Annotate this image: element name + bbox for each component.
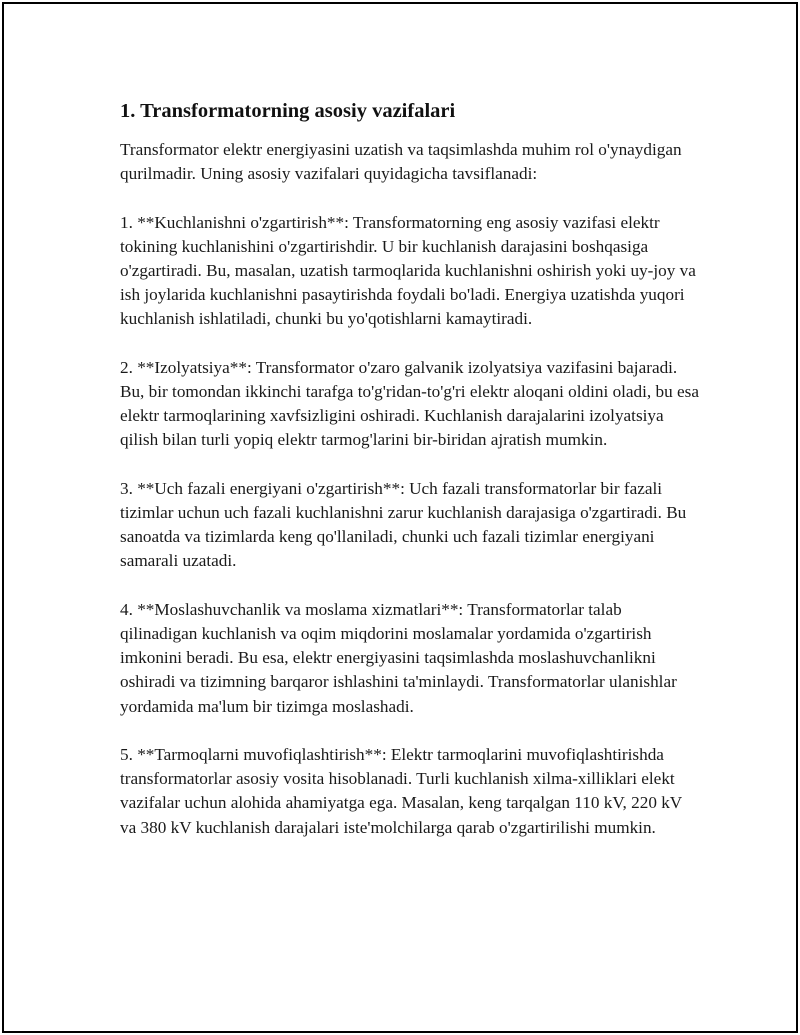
intro-paragraph: Transformator elektr energiyasini uzatish va taqsimlashda muhim rol o'ynaydigan qurilmadir. Uning asosiy vazifalari quyidagicha tavsiflanadi: [120, 140, 682, 184]
document-body [120, 98, 700, 840]
paragraph-voltage-conversion: 1. **Kuchlanishni o'zgartirish**: Transformatorning eng asosiy vazifasi elektr tokining kuchlanishini o'zgartirishdir. U bir kuchlanish darajasini boshqasiga o'zgartiradi. Bu, masalan, uzatish tarmoqlarida kuchlanishni oshirish yoki uy-joy va ish joylarida kuchlanishni pasaytirishda foydali bo'ladi. Energiya uzatishda yuqori kuchlanish ishlatiladi, chunki bu yo'qotishlarni kamaytiradi. [120, 212, 696, 329]
paragraph-isolation: 2. **Izolyatsiya**: Transformator o'zaro galvanik izolyatsiya vazifasini bajaradi. Bu, bir tomondan ikkinchi tarafga to'g'ridan-to'g'ri elektr aloqani oldini oladi, bu esa elektr tarmoqlarining xavfsizligini oshiradi. Kuchlanish darajalarini izolyatsiya qilish bilan turli yopiq elektr tarmog'larini bir-biridan ajratish mumkin. [120, 357, 699, 450]
paragraph-flexibility: 4. **Moslashuvchanlik va moslama xizmatlari**: Transformatorlar talab qilinadigan kuchlanish va oqim miqdorini moslamalar yordamida o'zgartirish imkonini beradi. Bu esa, elektr energiyasini taqsimlashda moslashuvchanlikni oshiradi va tizimning barqaror ishlashini ta'minlaydi. Transformatorlar ulanishlar yordamida ma'lum bir tizimga moslashadi. [120, 599, 677, 716]
paragraph-network-coordination: 5. **Tarmoqlarni muvofiqlashtirish**: Elektr tarmoqlarini muvofiqlashtirishda transformatorlar asosiy vosita hisoblanadi. Turli kuchlanish xilma-xilliklari elekt vazifalar uchun alohida ahamiyatga ega. Masalan, keng tarqalgan 110 kV, 220 kV va 380 kV kuchlanish darajalari iste'molchilarga qarab o'zgartirilishi mumkin. [120, 745, 682, 837]
document-title: 1. Transformatorning asosiy vazifalari [120, 100, 456, 122]
paragraph-three-phase: 3. **Uch fazali energiyani o'zgartirish**: Uch fazali transformatorlar bir fazali tizimlar uchun uch fazali kuchlanishni zarur kuchlanish darajasiga o'zgartiradi. Bu sanoatda va tizimlarda keng qo'llaniladi, chunki uch fazali tizimlar energiyani samarali uzatadi. [120, 478, 687, 571]
page-frame [2, 2, 798, 1033]
